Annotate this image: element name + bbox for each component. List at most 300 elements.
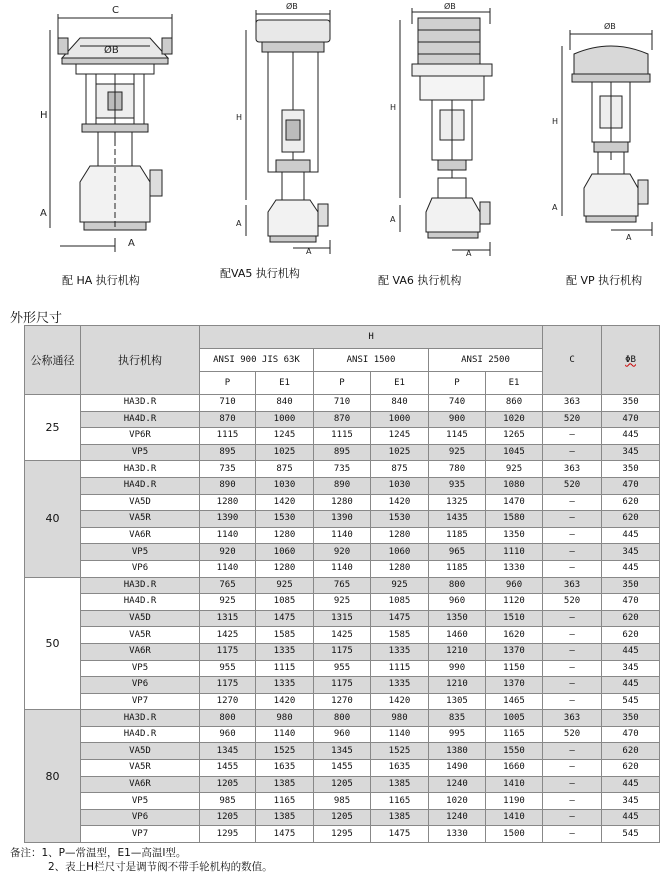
dim-label-a: A (128, 238, 135, 249)
cell-h-value: 1455 (314, 760, 371, 777)
cell-h-value: 1145 (429, 428, 486, 445)
dim-label-c: C (112, 5, 119, 16)
cell-c: – (543, 743, 602, 760)
cell-h-value: 1305 (429, 693, 486, 710)
cell-h-value: 800 (314, 710, 371, 727)
cell-h-value: 1175 (200, 643, 256, 660)
cell-h-value: 1140 (200, 527, 256, 544)
cell-h-value: 1030 (371, 477, 429, 494)
cell-h-value: 925 (371, 577, 429, 594)
cell-actuator: HA3D.R (81, 577, 200, 594)
table-row (25, 760, 660, 777)
cell-h-value: 985 (200, 793, 256, 810)
cell-h-value: 1490 (429, 760, 486, 777)
cell-dn: 50 (25, 577, 81, 710)
cell-h-value: 1210 (429, 677, 486, 694)
cell-h-value: 710 (314, 395, 371, 412)
cell-h-value: 1280 (314, 494, 371, 511)
cell-h-value: 895 (314, 444, 371, 461)
cell-dn: 25 (25, 395, 81, 461)
header-p: P (200, 372, 256, 395)
dim-label-a: A (40, 208, 47, 219)
cell-h-value: 1335 (256, 677, 314, 694)
table-row (25, 527, 660, 544)
cell-h-value: 1465 (486, 693, 543, 710)
cell-actuator: HA4D.R (81, 411, 200, 428)
cell-h-value: 900 (429, 411, 486, 428)
cell-h-value: 1110 (486, 544, 543, 561)
cell-ob: 620 (602, 494, 660, 511)
cell-h-value: 980 (256, 710, 314, 727)
cell-h-value: 1175 (314, 643, 371, 660)
table-row (25, 444, 660, 461)
header-e1: E1 (486, 372, 543, 395)
cell-dn: 40 (25, 461, 81, 577)
cell-actuator: HA4D.R (81, 477, 200, 494)
cell-h-value: 955 (200, 660, 256, 677)
cell-h-value: 1410 (486, 776, 543, 793)
cell-c: – (543, 627, 602, 644)
cell-h-value: 1270 (314, 693, 371, 710)
cell-ob: 445 (602, 677, 660, 694)
cell-h-value: 1330 (486, 560, 543, 577)
cell-ob: 620 (602, 610, 660, 627)
cell-h-value: 1240 (429, 776, 486, 793)
cell-c: – (543, 809, 602, 826)
cell-h-value: 1245 (256, 428, 314, 445)
table-row (25, 793, 660, 810)
note-1: 备注：1、P—常温型，E1—高温Ⅰ型。 (10, 847, 187, 859)
cell-h-value: 735 (314, 461, 371, 478)
cell-h-value: 1245 (371, 428, 429, 445)
cell-h-value: 1660 (486, 760, 543, 777)
cell-actuator: HA4D.R (81, 726, 200, 743)
cell-c: 363 (543, 461, 602, 478)
cell-h-value: 1280 (371, 560, 429, 577)
header-ansi2500: ANSI 2500 (429, 349, 543, 372)
notes (10, 846, 273, 874)
cell-ob: 445 (602, 560, 660, 577)
cell-actuator: VP5 (81, 444, 200, 461)
cell-h-value: 765 (200, 577, 256, 594)
cell-h-value: 1580 (486, 511, 543, 528)
table-row (25, 544, 660, 561)
table-row (25, 560, 660, 577)
cell-ob: 445 (602, 809, 660, 826)
cell-h-value: 1210 (429, 643, 486, 660)
cell-h-value: 1530 (371, 511, 429, 528)
cell-actuator: VA5D (81, 743, 200, 760)
cell-h-value: 1335 (256, 643, 314, 660)
cell-h-value: 925 (256, 577, 314, 594)
dim-label-a: A (236, 219, 242, 228)
cell-h-value: 1425 (314, 627, 371, 644)
dim-label-ob: ØB (286, 2, 298, 11)
table-row (25, 627, 660, 644)
cell-c: 363 (543, 710, 602, 727)
cell-h-value: 1635 (371, 760, 429, 777)
cell-h-value: 1335 (371, 677, 429, 694)
cell-actuator: VP6R (81, 428, 200, 445)
cell-h-value: 1385 (256, 809, 314, 826)
cell-h-value: 920 (200, 544, 256, 561)
cell-h-value: 1175 (314, 677, 371, 694)
table-row (25, 477, 660, 494)
cell-ob: 470 (602, 411, 660, 428)
header-actuator: 执行机构 (81, 326, 200, 395)
cell-actuator: VA6R (81, 643, 200, 660)
cell-h-value: 1140 (314, 527, 371, 544)
header-e1: E1 (256, 372, 314, 395)
cell-h-value: 1150 (486, 660, 543, 677)
cell-h-value: 1425 (200, 627, 256, 644)
cell-h-value: 890 (314, 477, 371, 494)
table-row (25, 776, 660, 793)
table-row (25, 494, 660, 511)
cell-c: – (543, 560, 602, 577)
cell-actuator: VA5D (81, 494, 200, 511)
cell-ob: 350 (602, 710, 660, 727)
cell-c: – (543, 660, 602, 677)
cell-h-value: 875 (371, 461, 429, 478)
cell-h-value: 995 (429, 726, 486, 743)
drawing-vp-actuator (562, 30, 652, 236)
cell-h-value: 1420 (256, 693, 314, 710)
cell-h-value: 1420 (256, 494, 314, 511)
cell-c: – (543, 527, 602, 544)
cell-ob: 445 (602, 527, 660, 544)
table-row (25, 411, 660, 428)
header-h: H (200, 326, 543, 349)
cell-ob: 470 (602, 594, 660, 611)
cell-h-value: 1205 (200, 776, 256, 793)
cell-h-value: 1370 (486, 677, 543, 694)
section-title: 外形尺寸 (10, 311, 63, 326)
cell-h-value: 835 (429, 710, 486, 727)
table-row (25, 643, 660, 660)
cell-c: 520 (543, 477, 602, 494)
cell-h-value: 1030 (256, 477, 314, 494)
cell-ob: 445 (602, 428, 660, 445)
cell-h-value: 875 (256, 461, 314, 478)
table-row (25, 395, 660, 412)
cell-ob: 350 (602, 461, 660, 478)
cell-actuator: VP5 (81, 544, 200, 561)
cell-h-value: 800 (200, 710, 256, 727)
cell-ob: 345 (602, 544, 660, 561)
cell-c: – (543, 826, 602, 843)
cell-h-value: 1115 (371, 660, 429, 677)
cell-h-value: 1325 (429, 494, 486, 511)
cell-h-value: 1140 (256, 726, 314, 743)
caption-ha: 配 HA 执行机构 (62, 274, 140, 287)
cell-actuator: VP6 (81, 809, 200, 826)
cell-actuator: VA6R (81, 776, 200, 793)
cell-ob: 345 (602, 793, 660, 810)
cell-h-value: 1470 (486, 494, 543, 511)
cell-h-value: 1280 (256, 560, 314, 577)
cell-h-value: 960 (429, 594, 486, 611)
dim-label-a: A (552, 203, 558, 212)
cell-h-value: 920 (314, 544, 371, 561)
table-row (25, 693, 660, 710)
caption-va6: 配 VA6 执行机构 (378, 274, 462, 287)
dim-label-h: H (390, 103, 397, 112)
cell-h-value: 1060 (371, 544, 429, 561)
drawing-va6-actuator (400, 8, 492, 256)
table-row (25, 826, 660, 843)
cell-h-value: 895 (200, 444, 256, 461)
cell-h-value: 1525 (256, 743, 314, 760)
table-row (25, 710, 660, 727)
cell-c: 520 (543, 411, 602, 428)
cell-h-value: 960 (200, 726, 256, 743)
cell-ob: 620 (602, 627, 660, 644)
cell-h-value: 960 (486, 577, 543, 594)
cell-h-value: 1205 (314, 809, 371, 826)
cell-actuator: VA5R (81, 760, 200, 777)
cell-h-value: 1085 (371, 594, 429, 611)
table-row (25, 809, 660, 826)
table-row (25, 577, 660, 594)
cell-h-value: 1370 (486, 643, 543, 660)
cell-c: 363 (543, 577, 602, 594)
table-row (25, 610, 660, 627)
cell-h-value: 1390 (200, 511, 256, 528)
cell-h-value: 1550 (486, 743, 543, 760)
cell-h-value: 1385 (371, 776, 429, 793)
cell-h-value: 735 (200, 461, 256, 478)
table-row (25, 726, 660, 743)
cell-h-value: 1315 (314, 610, 371, 627)
cell-ob: 350 (602, 577, 660, 594)
cell-h-value: 925 (429, 444, 486, 461)
cell-actuator: VP6 (81, 677, 200, 694)
cell-actuator: VP7 (81, 693, 200, 710)
cell-c: – (543, 610, 602, 627)
cell-h-value: 1140 (314, 560, 371, 577)
cell-c: – (543, 693, 602, 710)
cell-c: – (543, 428, 602, 445)
cell-h-value: 1185 (429, 560, 486, 577)
cell-h-value: 1020 (486, 411, 543, 428)
cell-h-value: 765 (314, 577, 371, 594)
cell-h-value: 870 (200, 411, 256, 428)
caption-va5: 配VA5 执行机构 (220, 267, 300, 280)
cell-h-value: 1380 (429, 743, 486, 760)
cell-h-value: 1025 (371, 444, 429, 461)
header-ob: ΦB (602, 326, 660, 395)
cell-ob: 545 (602, 693, 660, 710)
cell-h-value: 1140 (371, 726, 429, 743)
cell-h-value: 1265 (486, 428, 543, 445)
cell-c: 520 (543, 594, 602, 611)
cell-actuator: VP5 (81, 793, 200, 810)
cell-h-value: 740 (429, 395, 486, 412)
dim-label-a: A (306, 247, 312, 256)
cell-h-value: 1115 (314, 428, 371, 445)
cell-h-value: 1585 (256, 627, 314, 644)
cell-actuator: VA5R (81, 511, 200, 528)
table-row (25, 511, 660, 528)
table-row (25, 461, 660, 478)
cell-ob: 445 (602, 643, 660, 660)
caption-vp: 配 VP 执行机构 (566, 274, 643, 287)
cell-h-value: 1295 (200, 826, 256, 843)
header-c: C (543, 326, 602, 395)
table-body (25, 395, 660, 843)
cell-h-value: 1280 (200, 494, 256, 511)
cell-actuator: HA4D.R (81, 594, 200, 611)
cell-h-value: 1345 (200, 743, 256, 760)
cell-h-value: 980 (371, 710, 429, 727)
cell-h-value: 860 (486, 395, 543, 412)
header-p: P (429, 372, 486, 395)
dim-label-h: H (552, 117, 559, 126)
cell-c: – (543, 444, 602, 461)
header-ansi1500: ANSI 1500 (314, 349, 429, 372)
cell-ob: 345 (602, 660, 660, 677)
cell-h-value: 1280 (256, 527, 314, 544)
cell-h-value: 1455 (200, 760, 256, 777)
cell-h-value: 1190 (486, 793, 543, 810)
cell-h-value: 1635 (256, 760, 314, 777)
cell-h-value: 1475 (256, 826, 314, 843)
dim-label-a: A (466, 249, 472, 258)
cell-h-value: 1620 (486, 627, 543, 644)
cell-h-value: 1385 (256, 776, 314, 793)
table-row (25, 677, 660, 694)
cell-h-value: 1020 (429, 793, 486, 810)
cell-h-value: 990 (429, 660, 486, 677)
cell-h-value: 1025 (256, 444, 314, 461)
cell-h-value: 840 (371, 395, 429, 412)
header-p: P (314, 372, 371, 395)
cell-ob: 350 (602, 395, 660, 412)
cell-h-value: 1005 (486, 710, 543, 727)
cell-ob: 620 (602, 511, 660, 528)
cell-h-value: 1315 (200, 610, 256, 627)
cell-actuator: HA3D.R (81, 395, 200, 412)
table-row (25, 428, 660, 445)
cell-c: 363 (543, 395, 602, 412)
cell-h-value: 1140 (200, 560, 256, 577)
cell-ob: 345 (602, 444, 660, 461)
cell-h-value: 1420 (371, 494, 429, 511)
dim-label-h: H (236, 113, 243, 122)
cell-h-value: 925 (486, 461, 543, 478)
cell-h-value: 1475 (371, 826, 429, 843)
dim-label-ob: ØB (604, 22, 616, 31)
cell-ob: 445 (602, 776, 660, 793)
cell-c: – (543, 511, 602, 528)
dim-label-h: H (40, 110, 48, 121)
cell-h-value: 965 (429, 544, 486, 561)
cell-h-value: 960 (314, 726, 371, 743)
cell-h-value: 1585 (371, 627, 429, 644)
header-ansi900: ANSI 900 JIS 63K (200, 349, 314, 372)
cell-h-value: 1165 (371, 793, 429, 810)
header-e1: E1 (371, 372, 429, 395)
cell-c: – (543, 494, 602, 511)
cell-h-value: 1350 (429, 610, 486, 627)
cell-h-value: 1000 (256, 411, 314, 428)
cell-h-value: 1335 (371, 643, 429, 660)
cell-c: – (543, 544, 602, 561)
cell-actuator: VP5 (81, 660, 200, 677)
cell-c: – (543, 776, 602, 793)
cell-h-value: 1510 (486, 610, 543, 627)
table-row (25, 660, 660, 677)
drawing-va5-actuator (246, 10, 330, 254)
cell-actuator: VA5D (81, 610, 200, 627)
cell-h-value: 935 (429, 477, 486, 494)
cell-h-value: 1385 (371, 809, 429, 826)
cell-h-value: 890 (200, 477, 256, 494)
cell-h-value: 1060 (256, 544, 314, 561)
cell-h-value: 1120 (486, 594, 543, 611)
cell-h-value: 1500 (486, 826, 543, 843)
cell-ob: 620 (602, 743, 660, 760)
cell-h-value: 1525 (371, 743, 429, 760)
cell-h-value: 1420 (371, 693, 429, 710)
cell-h-value: 1205 (314, 776, 371, 793)
dim-label-a: A (390, 215, 396, 224)
cell-h-value: 985 (314, 793, 371, 810)
cell-ob: 470 (602, 726, 660, 743)
cell-c: – (543, 677, 602, 694)
valve-drawings (0, 0, 672, 300)
cell-h-value: 870 (314, 411, 371, 428)
cell-h-value: 710 (200, 395, 256, 412)
cell-h-value: 1270 (200, 693, 256, 710)
table-row (25, 743, 660, 760)
cell-h-value: 1000 (371, 411, 429, 428)
cell-ob: 545 (602, 826, 660, 843)
cell-actuator: HA3D.R (81, 461, 200, 478)
cell-ob: 620 (602, 760, 660, 777)
cell-h-value: 1175 (200, 677, 256, 694)
cell-dn: 80 (25, 710, 81, 843)
dim-label-a: A (626, 233, 632, 242)
cell-h-value: 1390 (314, 511, 371, 528)
cell-actuator: VA6R (81, 527, 200, 544)
cell-actuator: VA5R (81, 627, 200, 644)
cell-h-value: 1530 (256, 511, 314, 528)
cell-h-value: 1460 (429, 627, 486, 644)
cell-h-value: 800 (429, 577, 486, 594)
cell-h-value: 780 (429, 461, 486, 478)
cell-h-value: 1295 (314, 826, 371, 843)
cell-h-value: 1045 (486, 444, 543, 461)
cell-h-value: 1080 (486, 477, 543, 494)
note-2: 2、表上H栏尺寸是调节阀不带手轮机构的数值。 (48, 861, 273, 873)
cell-h-value: 1085 (256, 594, 314, 611)
cell-actuator: VP6 (81, 560, 200, 577)
cell-h-value: 925 (200, 594, 256, 611)
cell-h-value: 1185 (429, 527, 486, 544)
cell-h-value: 1330 (429, 826, 486, 843)
cell-h-value: 1165 (486, 726, 543, 743)
cell-actuator: VP7 (81, 826, 200, 843)
cell-h-value: 955 (314, 660, 371, 677)
dimension-table (24, 325, 660, 843)
cell-h-value: 1475 (371, 610, 429, 627)
cell-h-value: 1115 (256, 660, 314, 677)
cell-h-value: 1350 (486, 527, 543, 544)
cell-c: – (543, 760, 602, 777)
cell-h-value: 1240 (429, 809, 486, 826)
